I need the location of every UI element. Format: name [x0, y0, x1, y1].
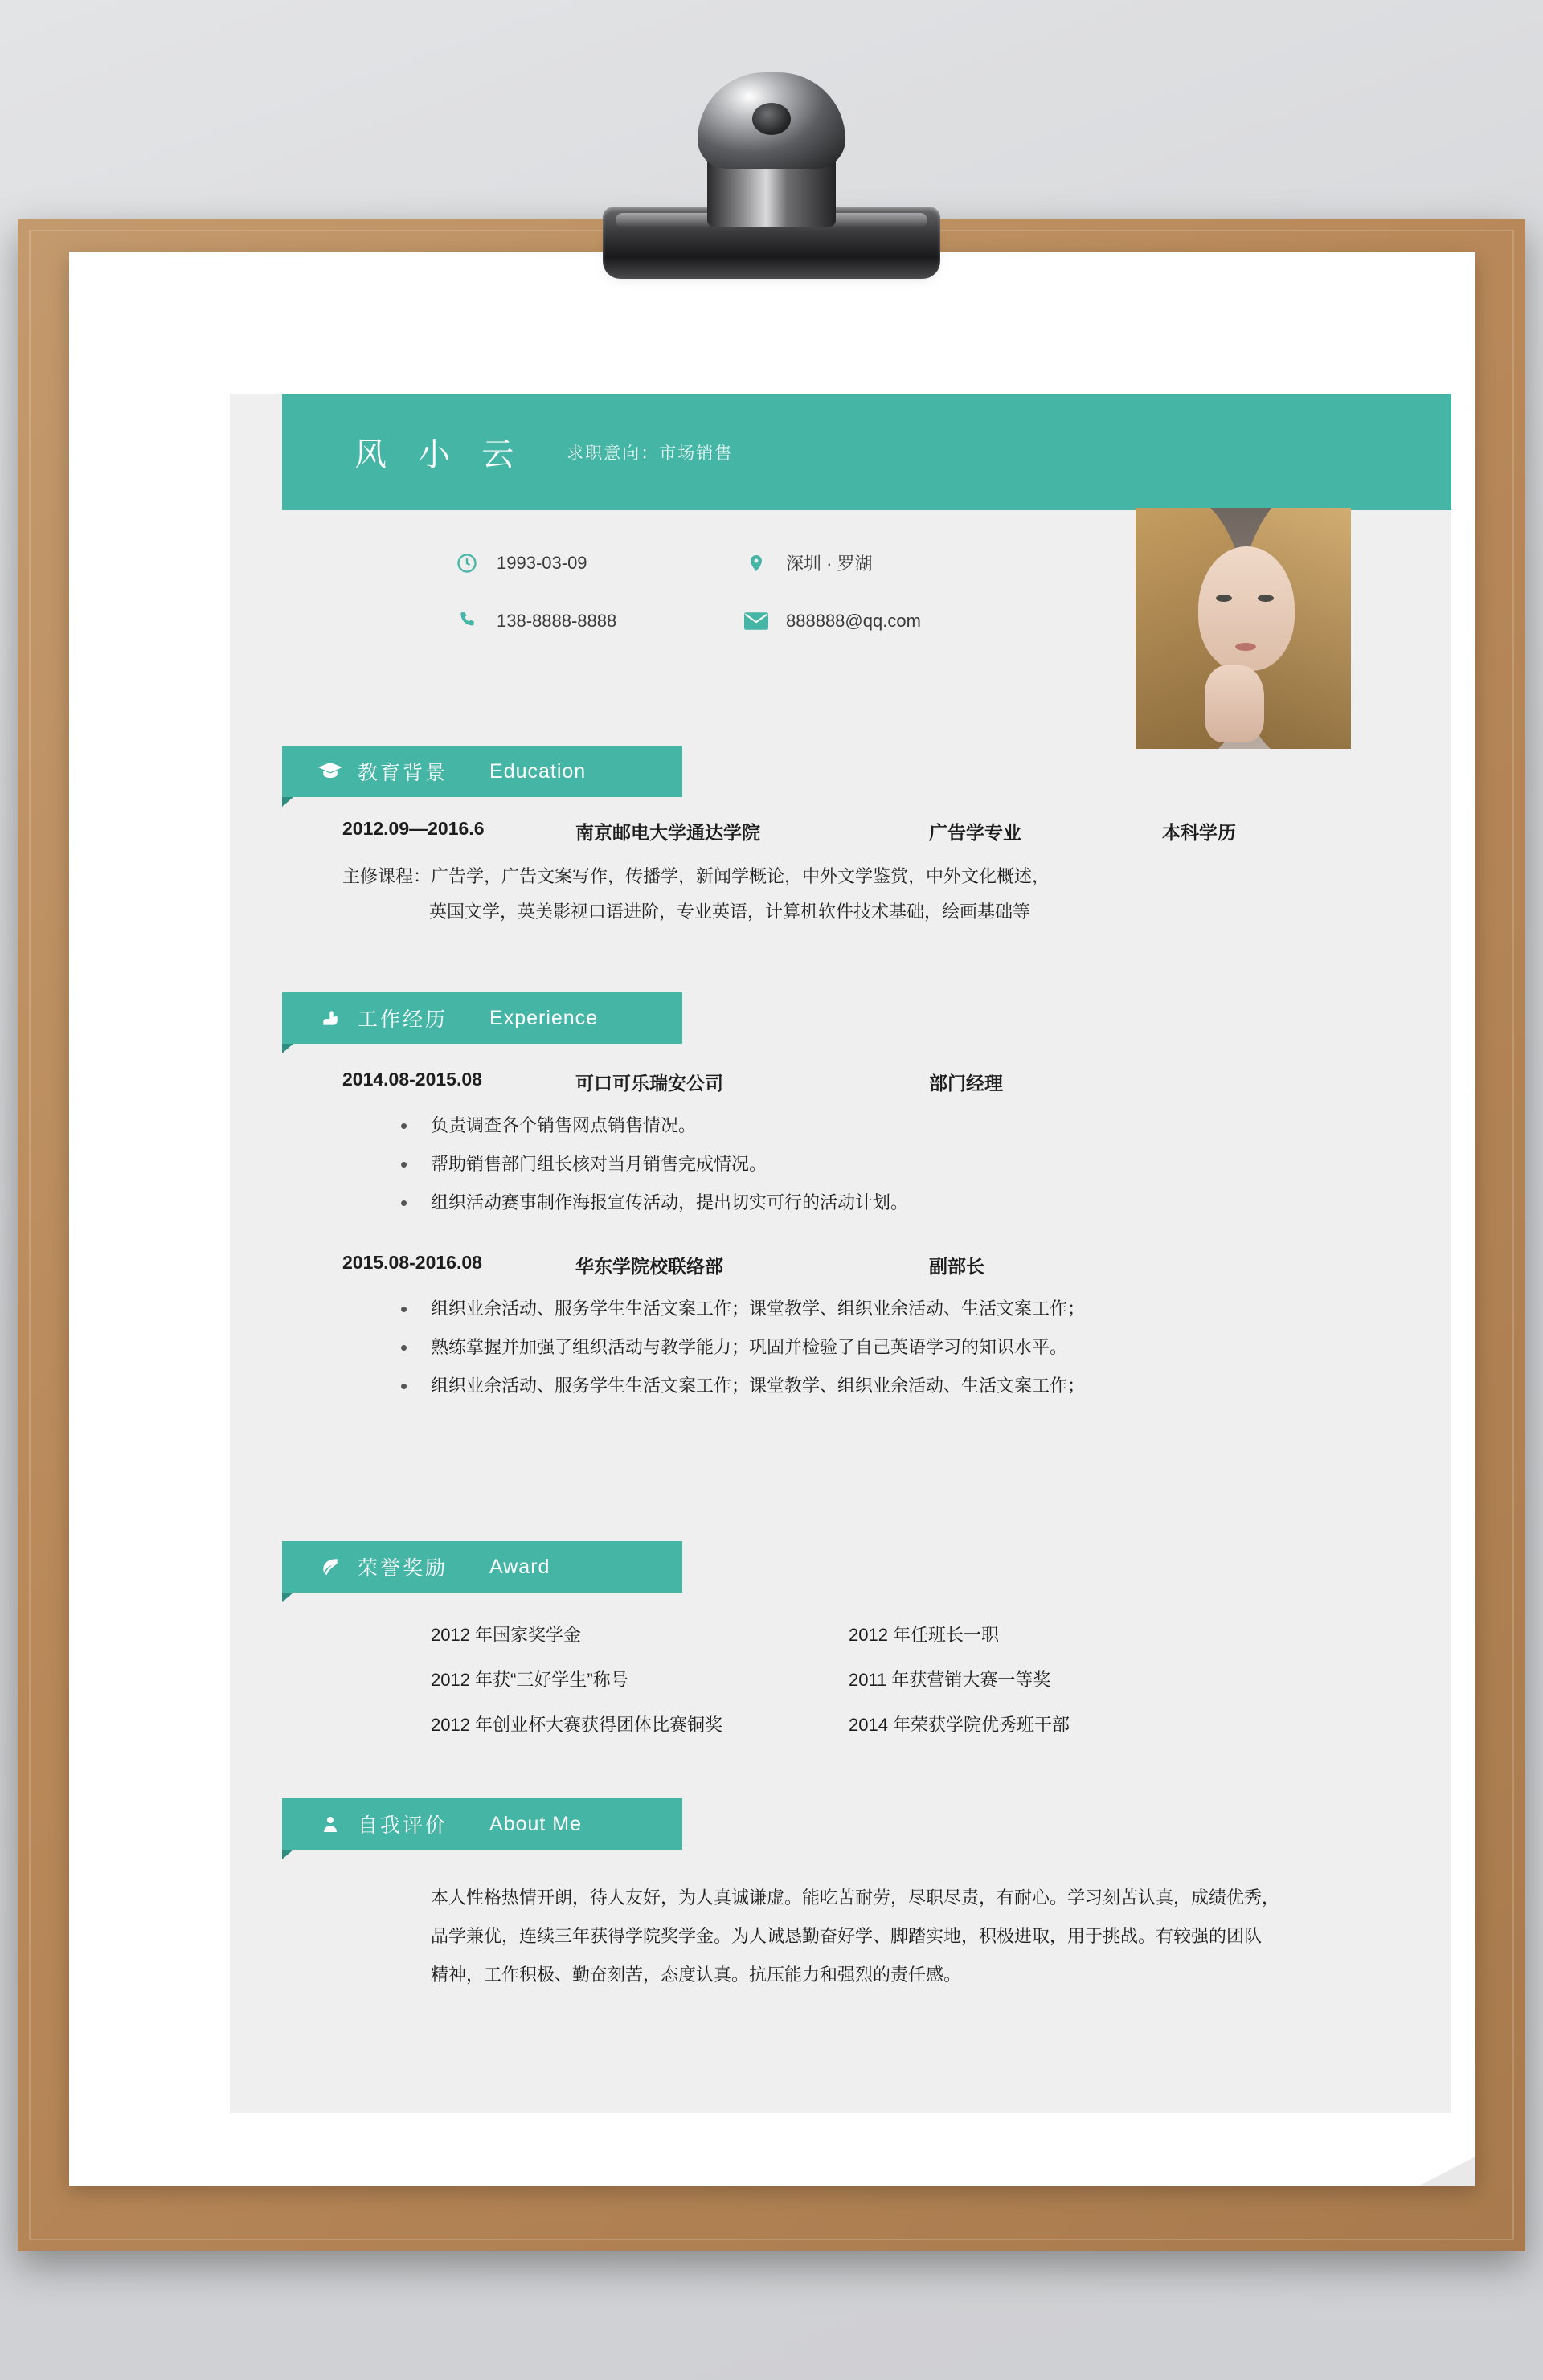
contact-email	[744, 609, 1082, 633]
leaf-icon	[314, 1556, 346, 1577]
section-header-about	[282, 1798, 682, 1850]
education-school: 南京邮电大学通达学院	[575, 822, 760, 843]
award-item: 2012 年获“三好学生”称号	[431, 1670, 628, 1690]
phone-icon	[455, 609, 479, 633]
section-header-award	[282, 1541, 682, 1593]
map-pin-icon	[744, 551, 768, 575]
candidate-photo	[1136, 508, 1351, 749]
candidate-name: 风 小 云	[354, 437, 526, 472]
section-education-en: Education	[489, 759, 587, 783]
section-header-experience	[282, 992, 682, 1044]
experience-1-date: 2014.08-2015.08	[342, 1069, 482, 1090]
contact-location	[744, 550, 1082, 575]
section-education-cn: 教育背景	[358, 762, 448, 784]
contact-email-value: 888888@qq.com	[786, 611, 921, 631]
education-major: 广告学专业	[929, 822, 1021, 843]
contact-birth-value: 1993-03-09	[497, 552, 587, 573]
job-objective: 求职意向：市场销售	[567, 444, 734, 463]
about-line-2: 品学兼优，连续三年获得学院奖学金。为人诚恳勤奋好学、脚踏实地，积极进取，用于挑战。有较强的团队	[431, 1926, 1263, 1946]
contact-birth	[455, 550, 744, 575]
about-me-text	[431, 1879, 1419, 1994]
paper-corner-fold	[1419, 2157, 1475, 2186]
hand-pen-icon	[314, 1008, 346, 1028]
education-courses-line-2: 英国文学，英美影视口语进阶，专业英语，计算机软件技术基础，绘画基础等	[429, 902, 1031, 922]
list-item: • 帮助销售部门组长核对当月销售完成情况。	[342, 1145, 1403, 1184]
education-row	[342, 818, 1403, 844]
education-degree: 本科学历	[1162, 822, 1236, 843]
experience-1-title: 部门经理	[929, 1073, 1003, 1094]
contact-phone	[455, 609, 744, 633]
list-item: • 熟练掌握并加强了组织活动与教学能力；巩固并检验了自己英语学习的知识水平。	[342, 1328, 1403, 1367]
clip-knob	[752, 103, 791, 135]
awards-list	[431, 1618, 1435, 1742]
section-award-en: Award	[489, 1555, 550, 1578]
list-item: • 负责调查各个销售网点销售情况。	[342, 1106, 1403, 1145]
award-item: 2012 年任班长一职	[849, 1625, 1000, 1645]
education-courses-line-1: 主修课程：广告学，广告文案写作，传播学，新闻学概论，中外文学鉴赏，中外文化概述，	[342, 866, 1050, 886]
list-item: • 组织业余活动、服务学生生活文案工作；课堂教学、组织业余活动、生活文案工作；	[342, 1367, 1403, 1405]
list-item: • 组织业余活动、服务学生生活文案工作；课堂教学、组织业余活动、生活文案工作；	[342, 1290, 1403, 1328]
section-header-education	[282, 746, 682, 797]
graduation-cap-icon	[314, 762, 346, 781]
about-line-1: 本人性格热情开朗，待人友好，为人真诚谦虚。能吃苦耐劳，尽职尽责，有耐心。学习刻苦认真，成绩优秀，	[431, 1887, 1280, 1908]
experience-2-bullets	[342, 1290, 1403, 1405]
binder-clip	[603, 50, 940, 315]
experience-1-company: 可口可乐瑞安公司	[575, 1073, 723, 1094]
award-item: 2012 年创业杯大赛获得团体比赛铜奖	[431, 1715, 723, 1735]
experience-2-title: 副部长	[929, 1256, 984, 1277]
experience-block-1	[342, 1069, 1403, 1222]
section-about-en: About Me	[489, 1812, 583, 1835]
experience-2-date: 2015.08-2016.08	[342, 1252, 482, 1273]
clock-icon	[455, 551, 479, 575]
clipboard-board	[18, 219, 1525, 2251]
award-item: 2012 年国家奖学金	[431, 1625, 582, 1645]
user-icon	[314, 1814, 346, 1834]
section-award-cn: 荣誉奖励	[358, 1557, 448, 1580]
experience-block-2	[342, 1252, 1403, 1405]
section-about-cn: 自我评价	[358, 1814, 448, 1837]
section-experience-cn: 工作经历	[358, 1008, 448, 1031]
mail-icon	[744, 609, 768, 633]
about-line-3: 精神，工作积极、勤奋刻苦，态度认真。抗压能力和强烈的责任感。	[431, 1965, 962, 1985]
education-date: 2012.09—2016.6	[342, 818, 485, 839]
award-item: 2014 年荣获学院优秀班干部	[849, 1715, 1070, 1735]
experience-2-company: 华东学院校联络部	[575, 1256, 723, 1277]
experience-row-2	[342, 1252, 1403, 1278]
experience-1-bullets	[342, 1106, 1403, 1222]
experience-row-1	[342, 1069, 1403, 1095]
education-block	[342, 818, 1403, 930]
contact-info	[455, 550, 1098, 633]
contact-phone-value: 138-8888-8888	[497, 611, 617, 631]
resume-header	[282, 394, 1451, 510]
award-item: 2011 年获营销大赛一等奖	[849, 1670, 1051, 1690]
contact-location-value: 深圳 · 罗湖	[786, 554, 873, 574]
resume-paper	[69, 252, 1475, 2186]
list-item: • 组织活动赛事制作海报宣传活动，提出切实可行的活动计划。	[342, 1184, 1403, 1222]
section-experience-en: Experience	[489, 1006, 599, 1029]
resume-content-panel	[230, 394, 1451, 2113]
